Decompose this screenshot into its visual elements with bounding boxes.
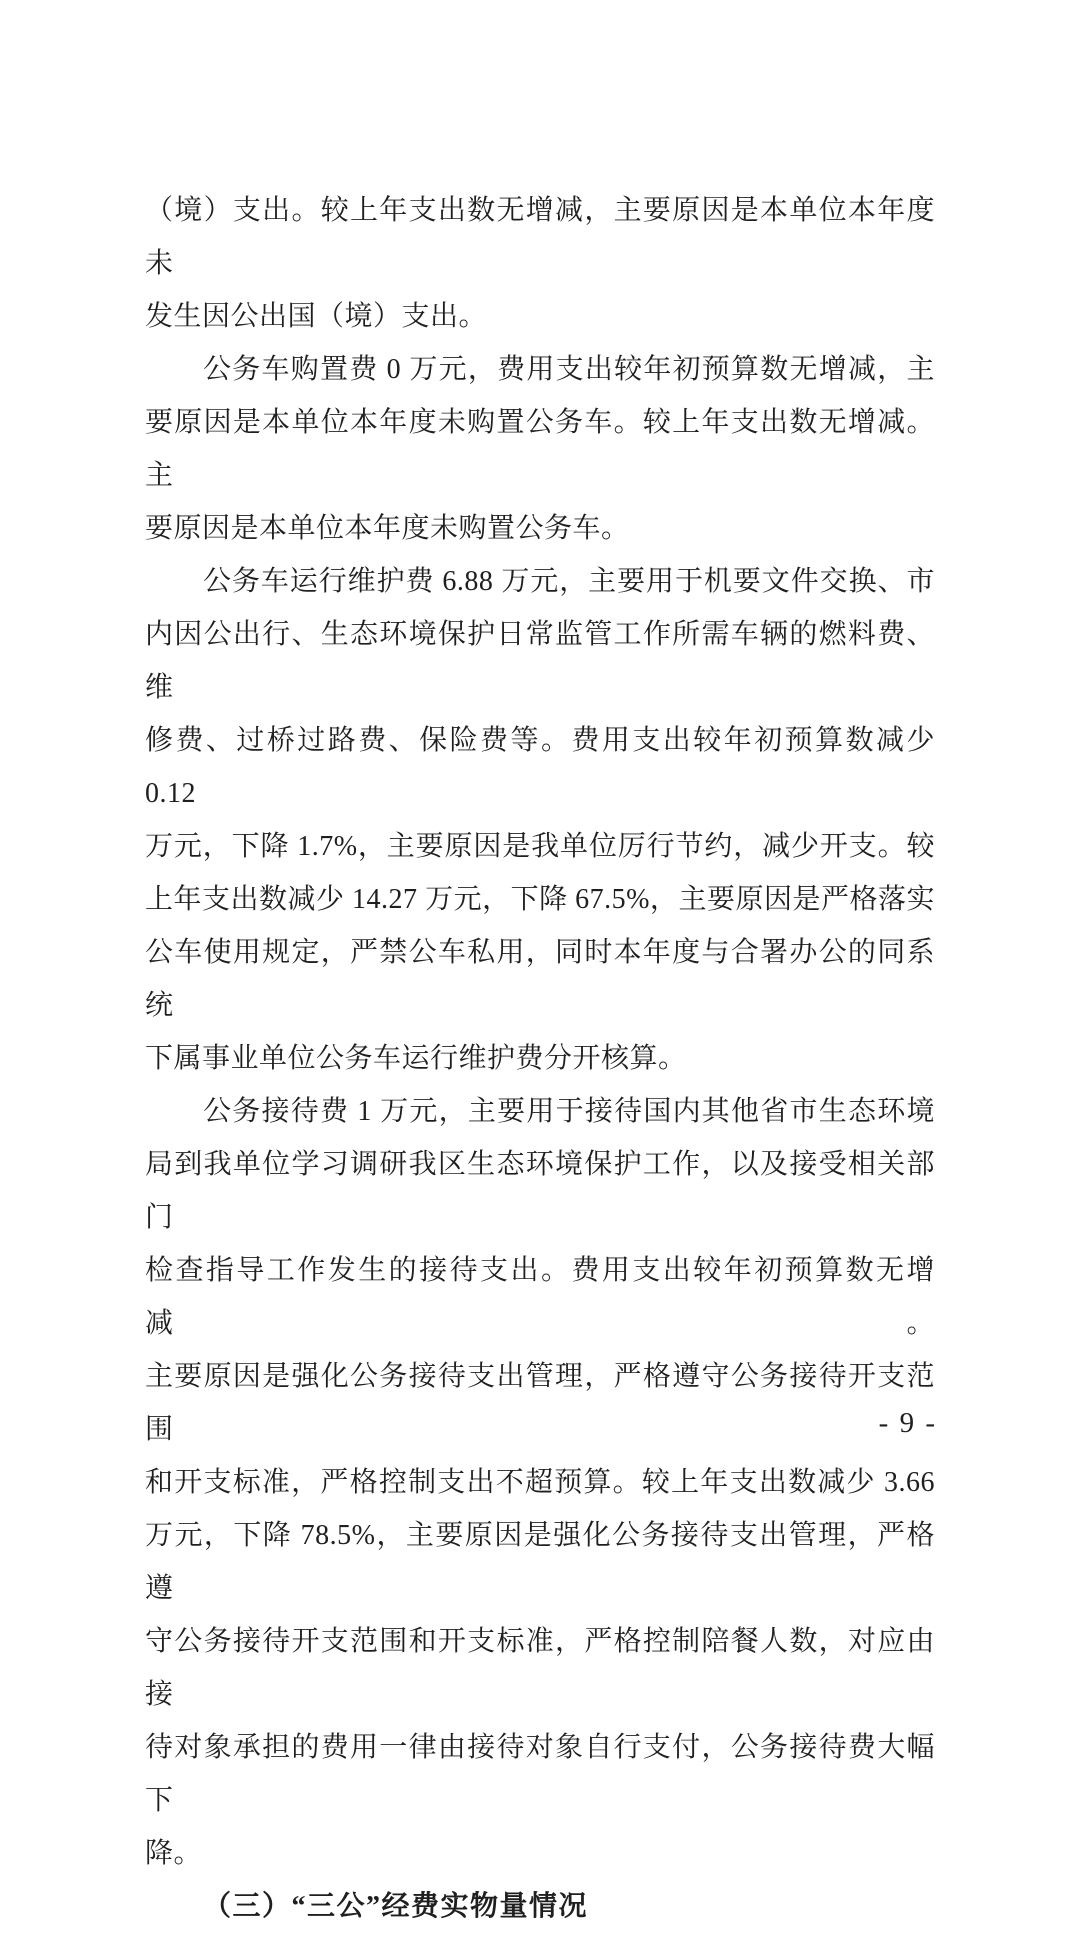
text-line: 下属事业单位公务车运行维护费分开核算。 — [145, 1043, 687, 1074]
text-line: 修费、过桥过路费、保险费等。费用支出较年初预算数减少 0.12 — [145, 725, 935, 809]
text-line: 要原因是本单位本年度未购置公务车。 — [145, 513, 630, 544]
section-heading: （三）“三公”经费实物量情况 — [203, 1891, 589, 1922]
text-line: 主要原因是强化公务接待支出管理，严格遵守公务接待开支范围 — [145, 1361, 935, 1445]
text-line: 守公务接待开支范围和开支标准，严格控制陪餐人数，对应由接 — [145, 1626, 935, 1710]
body-text — [145, 184, 935, 1933]
text-line: 要原因是本单位本年度未购置公务车。较上年支出数无增减。主 — [145, 407, 935, 491]
text-line: 内因公出行、生态环境保护日常监管工作所需车辆的燃料费、维 — [145, 619, 935, 703]
page-number: - 9 - — [878, 1407, 937, 1439]
text-line: 万元，下降 1.7%，主要原因是我单位厉行节约，减少开支。较 — [145, 831, 935, 862]
text-line: 检查指导工作发生的接待支出。费用支出较年初预算数无增减。 — [145, 1255, 935, 1339]
text-line: 和开支标准，严格控制支出不超预算。较上年支出数减少 3.66 — [145, 1467, 935, 1498]
text-line: （境）支出。较上年支出数无增减，主要原因是本单位本年度未 — [145, 195, 935, 279]
text-line: 发生因公出国（境）支出。 — [145, 301, 488, 332]
text-line: 降。 — [145, 1838, 203, 1869]
text-line: 公务车运行维护费 6.88 万元，主要用于机要文件交换、市 — [203, 566, 935, 597]
text-line: 万元，下降 78.5%，主要原因是强化公务接待支出管理，严格遵 — [145, 1520, 935, 1604]
text-line: 待对象承担的费用一律由接待对象自行支付，公务接待费大幅下 — [145, 1732, 935, 1816]
text-line: 上年支出数减少 14.27 万元，下降 67.5%，主要原因是严格落实 — [145, 884, 935, 915]
text-line: 公务车购置费 0 万元，费用支出较年初预算数无增减，主 — [203, 354, 935, 385]
text-line: 局到我单位学习调研我区生态环境保护工作，以及接受相关部门 — [145, 1149, 935, 1233]
text-line: 公车使用规定，严禁公车私用，同时本年度与合署办公的同系统 — [145, 937, 935, 1021]
text-line: 公务接待费 1 万元，主要用于接待国内其他省市生态环境 — [203, 1096, 935, 1127]
